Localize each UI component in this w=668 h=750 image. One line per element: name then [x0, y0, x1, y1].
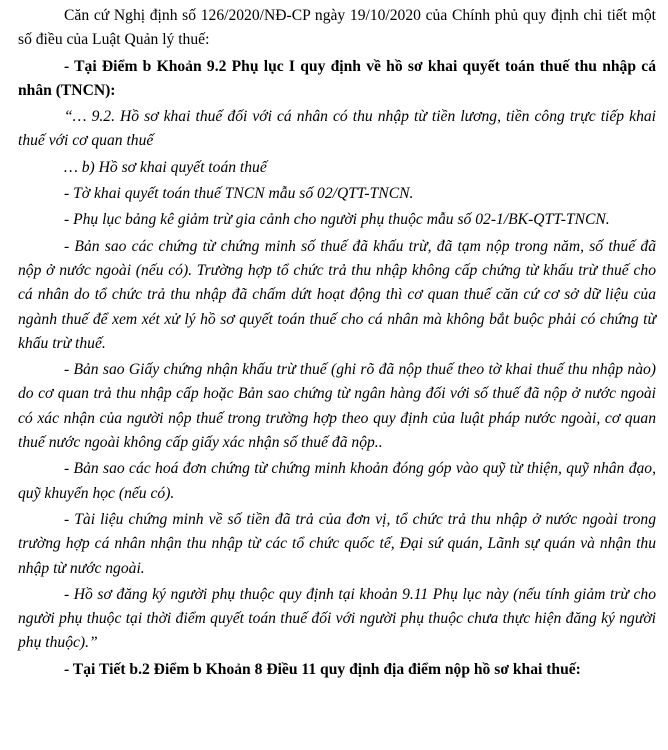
quote-item-4: - Bản sao Giấy chứng nhận khấu trừ thuế (ghi rõ đã nộp thuế theo tờ khai thuế thu nhập nào) do cơ quan trả thu nhập cấp hoặc Bản sao chứng từ ngân hàng đối với số thuế đã nộp ở nước ngoài có xác nhận của người nộp thuế trong trường hợp theo quy định của luật pháp nước ngoài, cơ quan thuế nước ngoài không cấp giấy xác nhận số thuế đã nộp.. — [18, 361, 656, 452]
quote-line-1: “… 9.2. Hồ sơ khai thuế đối với cá nhân có thu nhập từ tiền lương, tiền công trực tiếp khai thuế với cơ quan thuế — [18, 108, 656, 150]
quote-item-3: - Bản sao các chứng từ chứng minh số thuế đã khấu trừ, đã tạm nộp trong năm, số thuế đã nộp ở nước ngoài (nếu có). Trường hợp tổ chức trả thu nhập không cấp chứng từ khấu trừ thuế cho cá nhân do tổ chức trả thu nhập đã chấm dứt hoạt động thì cơ quan thuế căn cứ cơ sở dữ liệu của ngành thuế để xem xét xử lý hồ sơ quyết toán thuế cho cá nhân mà không bắt buộc phải có chứng từ khấu trừ thuế. — [18, 237, 656, 352]
quote-item-1: - Tờ khai quyết toán thuế TNCN mẫu số 02/QTT-TNCN. — [64, 185, 414, 203]
quote-item-6: - Tài liệu chứng minh về số tiền đã trả của đơn vị, tổ chức trả thu nhập ở nước ngoài trong trường hợp cá nhân nhận thu nhập từ các tổ chức quốc tế, Đại sứ quán, Lãnh sự quán và nhận thu nhập từ nước ngoài. — [18, 510, 656, 577]
quote-item-2: - Phụ lục bảng kê giảm trừ gia cảnh cho người phụ thuộc mẫu số 02-1/BK-QTT-TNCN. — [64, 211, 610, 229]
section-2-heading: - Tại Tiết b.2 Điểm b Khoản 8 Điều 11 quy định địa điểm nộp hồ sơ khai thuế: — [64, 660, 581, 678]
quote-item-5: - Bản sao các hoá đơn chứng từ chứng minh khoản đóng góp vào quỹ từ thiện, quỹ nhân đạo, quỹ khuyến học (nếu có). — [18, 460, 656, 502]
quote-line-2: … b) Hồ sơ khai quyết toán thuế — [64, 158, 267, 176]
section-1-heading: - Tại Điểm b Khoản 9.2 Phụ lục I quy định về hồ sơ khai quyết toán thuế thu nhập cá nhân (TNCN): — [18, 57, 656, 99]
quote-item-7: - Hồ sơ đăng ký người phụ thuộc quy định tại khoản 9.11 Phụ lục này (nếu tính giảm trừ cho người phụ thuộc tại thời điểm quyết toán thuế đối với người phụ thuộc chưa thực hiện đăng ký người phụ thuộc).” — [18, 585, 656, 652]
intro-paragraph: Căn cứ Nghị định số 126/2020/NĐ-CP ngày 19/10/2020 của Chính phủ quy định chi tiết một số điều của Luật Quản lý thuế: — [18, 7, 656, 49]
